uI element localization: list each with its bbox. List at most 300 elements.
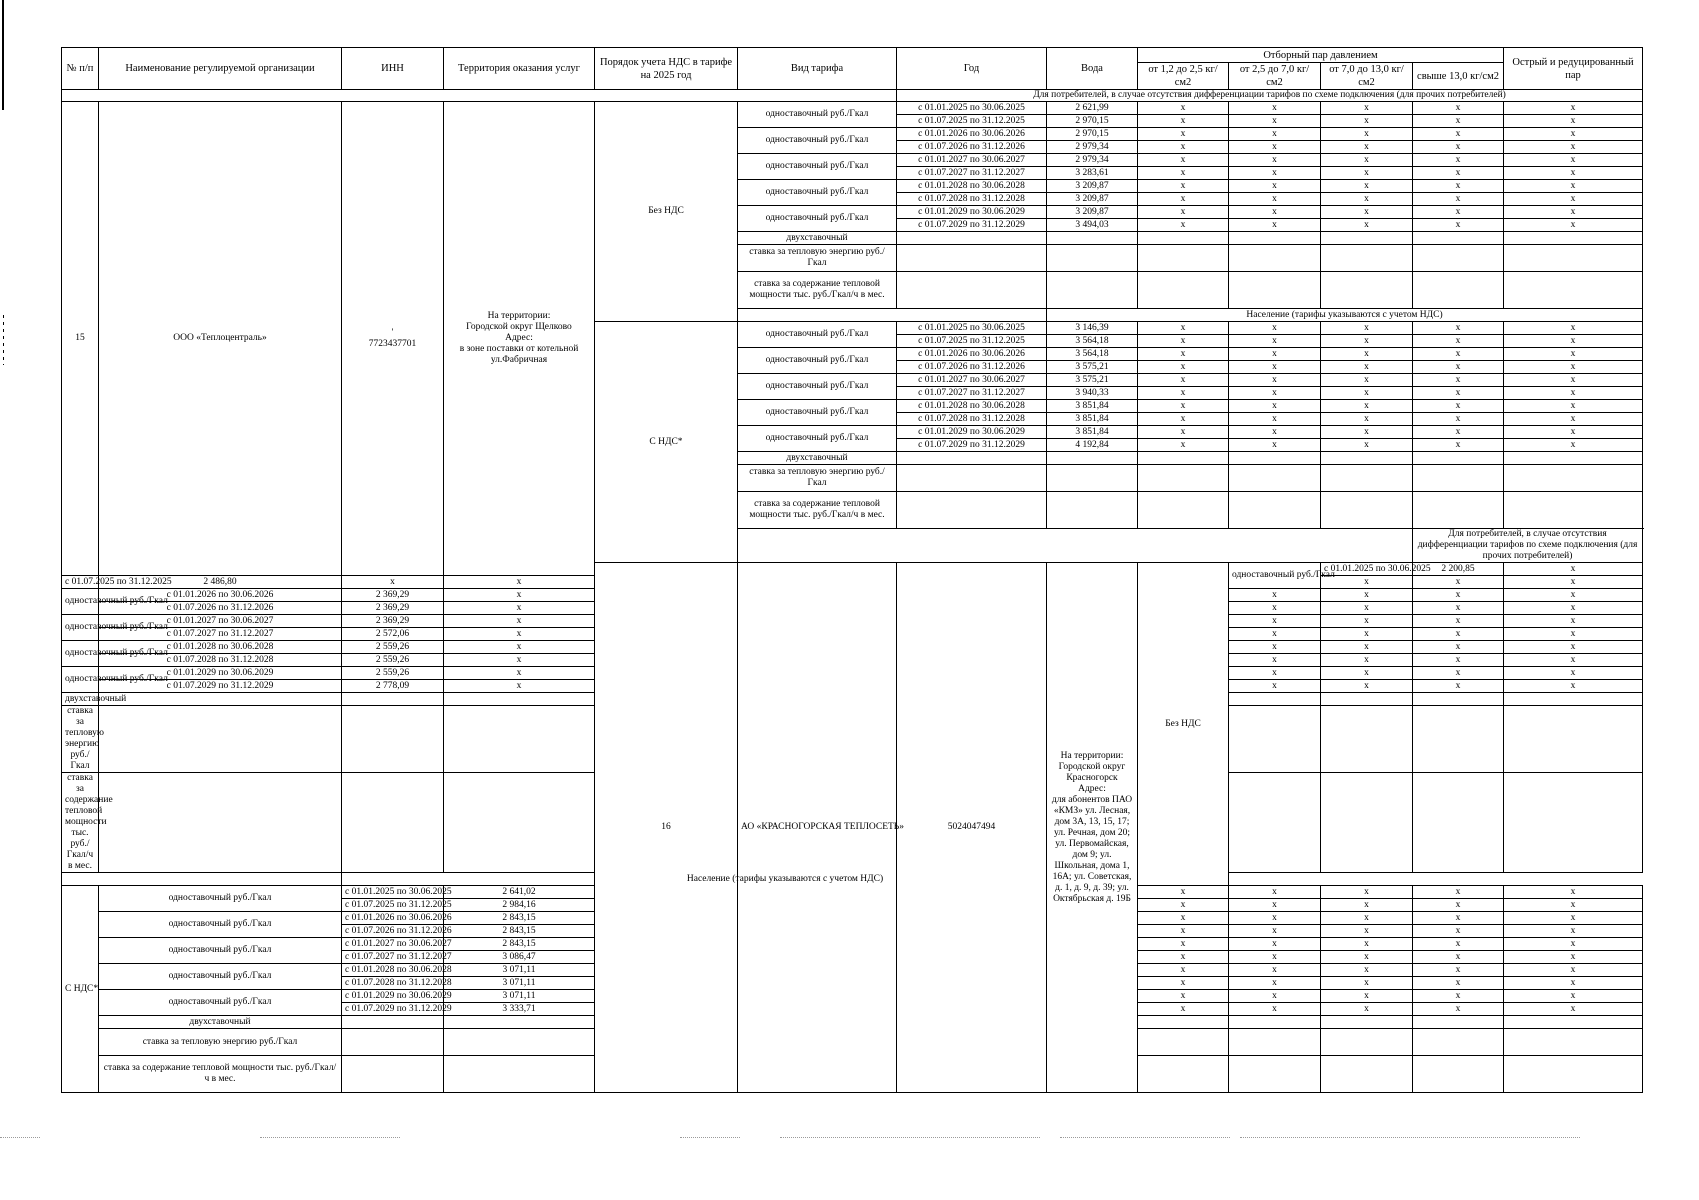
empty-cell bbox=[1138, 1056, 1229, 1093]
sharp-value: x bbox=[1504, 387, 1643, 400]
water-value: 2 641,02 bbox=[444, 886, 595, 899]
steam-value: x bbox=[1321, 615, 1413, 628]
empty-cell bbox=[1138, 465, 1229, 492]
empty-cell bbox=[897, 452, 1047, 465]
tariff-two-part: двухставочный bbox=[62, 693, 99, 706]
steam-value: x bbox=[1229, 589, 1321, 602]
steam-value: x bbox=[1413, 128, 1504, 141]
steam-value: x bbox=[1413, 400, 1504, 413]
steam-value: x bbox=[1321, 925, 1413, 938]
steam-value: x bbox=[1413, 628, 1504, 641]
header-sharp-steam: Острый и редуцированный пар bbox=[1504, 48, 1643, 90]
header-steam-2: от 2,5 до 7,0 кг/см2 bbox=[1229, 63, 1321, 90]
tariff-one-part: одноставочный руб./Гкал bbox=[738, 374, 897, 400]
steam-value: x bbox=[1413, 193, 1504, 206]
steam-value: x bbox=[1413, 115, 1504, 128]
steam-value: x bbox=[1321, 1003, 1413, 1016]
steam-value: x bbox=[342, 576, 444, 589]
empty-cell bbox=[1504, 492, 1643, 529]
org-inn bbox=[342, 102, 444, 576]
steam-value: x bbox=[1413, 615, 1504, 628]
steam-value: x bbox=[1138, 361, 1229, 374]
steam-value: x bbox=[1138, 400, 1229, 413]
steam-value: x bbox=[1413, 426, 1504, 439]
empty-cell bbox=[1413, 492, 1504, 529]
steam-value: x bbox=[1138, 206, 1229, 219]
period: с 01.01.2026 по 30.06.2026 bbox=[342, 912, 444, 925]
empty-cell bbox=[1321, 1016, 1413, 1029]
tariff-two-part: двухставочный bbox=[99, 1016, 342, 1029]
steam-value: x bbox=[1413, 680, 1504, 693]
steam-value: x bbox=[1138, 925, 1229, 938]
steam-value: x bbox=[1229, 102, 1321, 115]
period: с 01.07.2029 по 31.12.2029 bbox=[342, 1003, 444, 1016]
steam-value: x bbox=[1321, 361, 1413, 374]
tariff-one-part: одноставочный руб./Гкал bbox=[738, 322, 897, 348]
steam-value: x bbox=[1138, 439, 1229, 452]
empty-cell bbox=[1229, 693, 1321, 706]
scan-edge-line bbox=[2, 0, 4, 110]
empty-cell bbox=[99, 773, 342, 873]
steam-value: x bbox=[1321, 899, 1413, 912]
empty-cell bbox=[1229, 773, 1321, 873]
empty-cell bbox=[1047, 465, 1138, 492]
header-steam-group: Отборный пар давлением bbox=[1138, 48, 1504, 63]
empty-cell bbox=[1229, 245, 1321, 272]
steam-value: x bbox=[1138, 115, 1229, 128]
steam-value: x bbox=[1138, 167, 1229, 180]
water-value: 3 851,84 bbox=[1047, 413, 1138, 426]
empty-cell bbox=[1413, 465, 1504, 492]
group-row bbox=[62, 90, 1643, 102]
sharp-value: x bbox=[1504, 167, 1643, 180]
sharp-value: x bbox=[1504, 628, 1643, 641]
period: с 01.07.2025 по 31.12.2025 bbox=[897, 335, 1047, 348]
inn-value: 7723437701 bbox=[368, 338, 417, 349]
period: с 01.01.2025 по 30.06.2025 bbox=[1321, 563, 1413, 576]
water-value: 2 843,15 bbox=[444, 912, 595, 925]
group-gap bbox=[62, 90, 897, 102]
steam-value: x bbox=[1321, 219, 1413, 232]
water-value: 2 486,80 bbox=[99, 576, 342, 589]
steam-value: x bbox=[1321, 348, 1413, 361]
steam-value: x bbox=[444, 667, 595, 680]
empty-cell bbox=[1321, 465, 1413, 492]
sharp-value: x bbox=[1504, 335, 1643, 348]
period: с 01.01.2027 по 30.06.2027 bbox=[342, 938, 444, 951]
steam-value: x bbox=[1229, 322, 1321, 335]
steam-value: x bbox=[1413, 964, 1504, 977]
sharp-value: x bbox=[1504, 977, 1643, 990]
steam-value: x bbox=[1413, 167, 1504, 180]
scan-edge-dash bbox=[3, 315, 4, 365]
steam-value: x bbox=[1229, 654, 1321, 667]
water-value: 3 333,71 bbox=[444, 1003, 595, 1016]
steam-value: x bbox=[444, 602, 595, 615]
water-value: 2 843,15 bbox=[444, 938, 595, 951]
water-value: 2 559,26 bbox=[342, 667, 444, 680]
steam-value: x bbox=[1138, 348, 1229, 361]
steam-value: x bbox=[1229, 990, 1321, 1003]
group-gap bbox=[738, 309, 1047, 322]
tariff-heat-rate: ставка за тепловую энергию руб./Гкал bbox=[738, 245, 897, 272]
steam-value: x bbox=[1413, 667, 1504, 680]
tariff-one-part: одноставочный руб./Гкал bbox=[738, 426, 897, 452]
steam-value: x bbox=[1321, 654, 1413, 667]
empty-cell bbox=[1138, 452, 1229, 465]
steam-value: x bbox=[1229, 348, 1321, 361]
steam-value: x bbox=[1229, 938, 1321, 951]
water-value: 3 851,84 bbox=[1047, 426, 1138, 439]
empty-cell bbox=[1321, 706, 1413, 773]
steam-value: x bbox=[1138, 141, 1229, 154]
period: с 01.01.2025 по 30.06.2025 bbox=[897, 322, 1047, 335]
steam-value: x bbox=[1413, 576, 1504, 589]
period: с 01.07.2029 по 31.12.2029 bbox=[897, 219, 1047, 232]
tariff-capacity-rate: ставка за содержание тепловой мощности тыс. руб./Гкал/ч в мес. bbox=[99, 1056, 342, 1093]
steam-value: x bbox=[1504, 563, 1643, 576]
territory: На территории: Городской округ Щелково Адрес: в зоне поставки от котельной ул.Фабричная bbox=[444, 102, 595, 576]
sharp-value: x bbox=[1504, 439, 1643, 452]
steam-value: x bbox=[1413, 886, 1504, 899]
empty-cell bbox=[1321, 492, 1413, 529]
period: с 01.07.2029 по 31.12.2029 bbox=[897, 439, 1047, 452]
tariff-one-part: одноставочный руб./Гкал bbox=[99, 938, 342, 964]
steam-value: x bbox=[1321, 374, 1413, 387]
header-num: № п/п bbox=[62, 48, 99, 90]
steam-value: x bbox=[1229, 951, 1321, 964]
empty-cell bbox=[1229, 465, 1321, 492]
empty-cell bbox=[1047, 492, 1138, 529]
empty-cell bbox=[1321, 272, 1413, 309]
steam-value: x bbox=[1413, 322, 1504, 335]
period: с 01.01.2028 по 30.06.2028 bbox=[99, 641, 342, 654]
steam-value: x bbox=[1321, 322, 1413, 335]
steam-value: x bbox=[1229, 193, 1321, 206]
empty-cell bbox=[897, 232, 1047, 245]
empty-cell bbox=[1504, 232, 1643, 245]
period: с 01.07.2027 по 31.12.2027 bbox=[99, 628, 342, 641]
header-steam-4: свыше 13,0 кг/см2 bbox=[1413, 63, 1504, 90]
period: с 01.01.2025 по 30.06.2025 bbox=[342, 886, 444, 899]
org-number: 15 bbox=[62, 102, 99, 576]
sharp-value: x bbox=[1504, 206, 1643, 219]
period: с 01.01.2026 по 30.06.2026 bbox=[99, 589, 342, 602]
tariff-document bbox=[61, 47, 1642, 1093]
empty-cell bbox=[1321, 693, 1413, 706]
water-value: 2 621,99 bbox=[1047, 102, 1138, 115]
sharp-value: x bbox=[1504, 348, 1643, 361]
steam-value: x bbox=[444, 615, 595, 628]
scan-noise bbox=[1240, 1137, 1580, 1139]
water-value: 3 209,87 bbox=[1047, 193, 1138, 206]
water-value: 3 086,47 bbox=[444, 951, 595, 964]
period: с 01.07.2028 по 31.12.2028 bbox=[342, 977, 444, 990]
water-value: 3 575,21 bbox=[1047, 361, 1138, 374]
steam-value: x bbox=[444, 680, 595, 693]
empty-cell bbox=[99, 706, 342, 773]
steam-value: x bbox=[1413, 951, 1504, 964]
tariff-one-part: одноставочный руб./Гкал bbox=[62, 589, 99, 615]
steam-value: x bbox=[1321, 439, 1413, 452]
steam-value: x bbox=[1229, 154, 1321, 167]
steam-value: x bbox=[1321, 602, 1413, 615]
steam-value: x bbox=[1138, 322, 1229, 335]
steam-value: x bbox=[444, 628, 595, 641]
sharp-value: x bbox=[1504, 322, 1643, 335]
tariff-two-part: двухставочный bbox=[738, 452, 897, 465]
tariff-one-part: одноставочный руб./Гкал bbox=[738, 348, 897, 374]
sharp-value: x bbox=[1504, 886, 1643, 899]
tariff-one-part: одноставочный руб./Гкал bbox=[62, 641, 99, 667]
water-value: 3 940,33 bbox=[1047, 387, 1138, 400]
sharp-value: x bbox=[1504, 964, 1643, 977]
empty-cell bbox=[1138, 232, 1229, 245]
header-steam-3: от 7,0 до 13,0 кг/см2 bbox=[1321, 63, 1413, 90]
steam-value: x bbox=[1413, 348, 1504, 361]
steam-value: x bbox=[1229, 680, 1321, 693]
empty-cell bbox=[1504, 1016, 1643, 1029]
empty-cell bbox=[1413, 706, 1504, 773]
steam-value: x bbox=[1321, 964, 1413, 977]
steam-value: x bbox=[1138, 387, 1229, 400]
steam-value: x bbox=[1229, 977, 1321, 990]
water-value: 2 559,26 bbox=[342, 654, 444, 667]
empty-cell bbox=[1321, 245, 1413, 272]
tariff-one-part: одноставочный руб./Гкал bbox=[1229, 563, 1321, 589]
tariff-two-part: двухставочный bbox=[738, 232, 897, 245]
period: с 01.01.2028 по 30.06.2028 bbox=[897, 180, 1047, 193]
steam-value: x bbox=[1413, 102, 1504, 115]
water-value: 2 970,15 bbox=[1047, 115, 1138, 128]
empty-cell bbox=[1229, 1029, 1321, 1056]
scan-noise bbox=[780, 1137, 1040, 1139]
steam-value: x bbox=[1413, 387, 1504, 400]
steam-value: x bbox=[1321, 180, 1413, 193]
water-value: 2 970,15 bbox=[1047, 128, 1138, 141]
water-value: 2 369,29 bbox=[342, 589, 444, 602]
tariff-one-part: одноставочный руб./Гкал bbox=[99, 912, 342, 938]
empty-cell bbox=[1047, 452, 1138, 465]
header-inn: ИНН bbox=[342, 48, 444, 90]
steam-value: x bbox=[1229, 335, 1321, 348]
water-value: 2 979,34 bbox=[1047, 141, 1138, 154]
inn-value: 5024047494 bbox=[947, 822, 996, 832]
empty-cell bbox=[1321, 773, 1413, 873]
sharp-value: x bbox=[1504, 141, 1643, 154]
steam-value: x bbox=[1413, 154, 1504, 167]
steam-value: x bbox=[1229, 374, 1321, 387]
empty-cell bbox=[1504, 245, 1643, 272]
header-org: Наименование регулируемой организации bbox=[99, 48, 342, 90]
empty-cell bbox=[1413, 1029, 1504, 1056]
period: с 01.07.2028 по 31.12.2028 bbox=[897, 193, 1047, 206]
steam-value: x bbox=[1229, 167, 1321, 180]
empty-cell bbox=[1504, 272, 1643, 309]
steam-value: x bbox=[1321, 628, 1413, 641]
tariff-heat-rate: ставка за тепловую энергию руб./Гкал bbox=[738, 465, 897, 492]
steam-value: x bbox=[1321, 977, 1413, 990]
sharp-value: x bbox=[1504, 938, 1643, 951]
steam-value: x bbox=[1138, 193, 1229, 206]
steam-value: x bbox=[1229, 115, 1321, 128]
steam-value: x bbox=[1321, 951, 1413, 964]
empty-cell bbox=[342, 1056, 444, 1093]
steam-value: x bbox=[1138, 938, 1229, 951]
steam-value: x bbox=[1229, 641, 1321, 654]
empty-cell bbox=[1047, 232, 1138, 245]
empty-cell bbox=[1504, 773, 1643, 873]
empty-cell bbox=[1413, 452, 1504, 465]
steam-value: x bbox=[1321, 400, 1413, 413]
empty-cell bbox=[1504, 1029, 1643, 1056]
steam-value: x bbox=[1321, 576, 1413, 589]
steam-value: x bbox=[1229, 602, 1321, 615]
table-row bbox=[62, 102, 1643, 115]
steam-value: x bbox=[1229, 886, 1321, 899]
empty-cell bbox=[1413, 232, 1504, 245]
steam-value: x bbox=[1321, 886, 1413, 899]
steam-value: x bbox=[1413, 990, 1504, 1003]
water-value: 2 559,26 bbox=[342, 641, 444, 654]
empty-cell bbox=[1138, 492, 1229, 529]
steam-value: x bbox=[1138, 1003, 1229, 1016]
empty-cell bbox=[1413, 1056, 1504, 1093]
sharp-value: x bbox=[1504, 990, 1643, 1003]
empty-cell bbox=[1229, 232, 1321, 245]
steam-value: x bbox=[1413, 654, 1504, 667]
steam-value: x bbox=[1321, 641, 1413, 654]
period: с 01.01.2026 по 30.06.2026 bbox=[897, 348, 1047, 361]
tariff-capacity-rate: ставка за содержание тепловой мощности тыс. руб./Гкал/ч в мес. bbox=[62, 773, 99, 873]
period: с 01.07.2027 по 31.12.2027 bbox=[897, 387, 1047, 400]
water-value: 2 369,29 bbox=[342, 615, 444, 628]
empty-cell bbox=[1321, 1056, 1413, 1093]
tariff-heat-rate: ставка за тепловую энергию руб./Гкал bbox=[99, 1029, 342, 1056]
steam-value: x bbox=[1138, 990, 1229, 1003]
steam-value: x bbox=[1321, 912, 1413, 925]
org-name: АО «КРАСНОГОРСКАЯ ТЕПЛОСЕТЬ» bbox=[738, 563, 897, 1093]
empty-cell bbox=[1413, 1016, 1504, 1029]
empty-cell bbox=[1229, 1056, 1321, 1093]
steam-value: x bbox=[1229, 180, 1321, 193]
steam-value: x bbox=[1229, 439, 1321, 452]
period: с 01.01.2029 по 30.06.2029 bbox=[99, 667, 342, 680]
sharp-value: x bbox=[1504, 951, 1643, 964]
header-vat-order: Порядок учета НДС в тарифе на 2025 год bbox=[595, 48, 738, 90]
header-year: Год bbox=[897, 48, 1047, 90]
header-row-1 bbox=[62, 48, 1643, 63]
steam-value: x bbox=[1229, 219, 1321, 232]
header-territory: Территория оказания услуг bbox=[444, 48, 595, 90]
empty-cell bbox=[1504, 693, 1643, 706]
steam-value: x bbox=[1413, 602, 1504, 615]
steam-value: x bbox=[1229, 964, 1321, 977]
sharp-value: x bbox=[1504, 102, 1643, 115]
steam-value: x bbox=[1138, 335, 1229, 348]
empty-cell bbox=[1229, 706, 1321, 773]
empty-cell bbox=[1229, 1016, 1321, 1029]
steam-value: x bbox=[1321, 680, 1413, 693]
steam-value: x bbox=[1229, 912, 1321, 925]
sharp-value: x bbox=[1504, 154, 1643, 167]
steam-value: x bbox=[1138, 128, 1229, 141]
steam-value: x bbox=[1229, 426, 1321, 439]
steam-value: x bbox=[1138, 951, 1229, 964]
territory: На территории: Городской округ Красногорск Адрес: для абонентов ПАО «КМЗ» ул. Лесная, дом 3А, 13, 15, 17; ул. Речная, дом 20; ул. Первомайская, дом 9; ул. Школьная, дома 1, 16А; ул. Советская, д. 1, д. 9, д. 39; ул. Октябрьская д. 19Б bbox=[1047, 563, 1138, 1093]
steam-value: x bbox=[1229, 925, 1321, 938]
water-value: 3 575,21 bbox=[1047, 374, 1138, 387]
water-value: 2 843,15 bbox=[444, 925, 595, 938]
steam-value: x bbox=[1229, 141, 1321, 154]
empty-cell bbox=[444, 773, 595, 873]
period: с 01.01.2027 по 30.06.2027 bbox=[99, 615, 342, 628]
empty-cell bbox=[1229, 272, 1321, 309]
period: с 01.01.2027 по 30.06.2027 bbox=[897, 154, 1047, 167]
steam-value: x bbox=[1138, 102, 1229, 115]
period: с 01.01.2029 по 30.06.2029 bbox=[342, 990, 444, 1003]
steam-value: x bbox=[1321, 387, 1413, 400]
empty-cell bbox=[444, 1016, 595, 1029]
group-gap bbox=[738, 529, 1413, 563]
steam-value: x bbox=[1413, 899, 1504, 912]
steam-value: x bbox=[1138, 154, 1229, 167]
steam-value: x bbox=[1229, 899, 1321, 912]
steam-value: x bbox=[1413, 361, 1504, 374]
steam-value: x bbox=[1229, 128, 1321, 141]
sharp-value: x bbox=[1504, 413, 1643, 426]
group-row bbox=[62, 873, 1643, 886]
empty-cell bbox=[342, 1029, 444, 1056]
tariff-one-part: одноставочный руб./Гкал bbox=[738, 102, 897, 128]
steam-value: x bbox=[1138, 912, 1229, 925]
steam-value: x bbox=[1229, 206, 1321, 219]
steam-value: x bbox=[1321, 206, 1413, 219]
steam-value: x bbox=[1138, 413, 1229, 426]
water-value: 4 192,84 bbox=[1047, 439, 1138, 452]
empty-cell bbox=[1047, 272, 1138, 309]
steam-value: x bbox=[1321, 128, 1413, 141]
water-value: 3 564,18 bbox=[1047, 335, 1138, 348]
empty-cell bbox=[1138, 1016, 1229, 1029]
vat-with-vat: С НДС* bbox=[62, 886, 99, 1093]
steam-value: x bbox=[1138, 180, 1229, 193]
empty-cell bbox=[1504, 465, 1643, 492]
org-name: ООО «Теплоцентраль» bbox=[99, 102, 342, 576]
sharp-value: x bbox=[1504, 426, 1643, 439]
empty-cell bbox=[897, 245, 1047, 272]
sharp-value: x bbox=[1504, 899, 1643, 912]
tariff-one-part: одноставочный руб./Гкал bbox=[738, 180, 897, 206]
sharp-value: x bbox=[1504, 400, 1643, 413]
steam-value: x bbox=[1138, 964, 1229, 977]
water-value: 3 283,61 bbox=[1047, 167, 1138, 180]
steam-value: x bbox=[1321, 167, 1413, 180]
period: с 01.07.2027 по 31.12.2027 bbox=[342, 951, 444, 964]
steam-value: x bbox=[1229, 628, 1321, 641]
empty-cell bbox=[99, 693, 342, 706]
empty-cell bbox=[1321, 452, 1413, 465]
steam-value: x bbox=[1413, 925, 1504, 938]
steam-value: x bbox=[1229, 413, 1321, 426]
sharp-value: x bbox=[1504, 615, 1643, 628]
sharp-value: x bbox=[1504, 115, 1643, 128]
tariff-one-part: одноставочный руб./Гкал bbox=[738, 128, 897, 154]
empty-cell bbox=[444, 1029, 595, 1056]
header-steam-1: от 1,2 до 2,5 кг/см2 bbox=[1138, 63, 1229, 90]
steam-value: x bbox=[1138, 899, 1229, 912]
empty-cell bbox=[444, 693, 595, 706]
